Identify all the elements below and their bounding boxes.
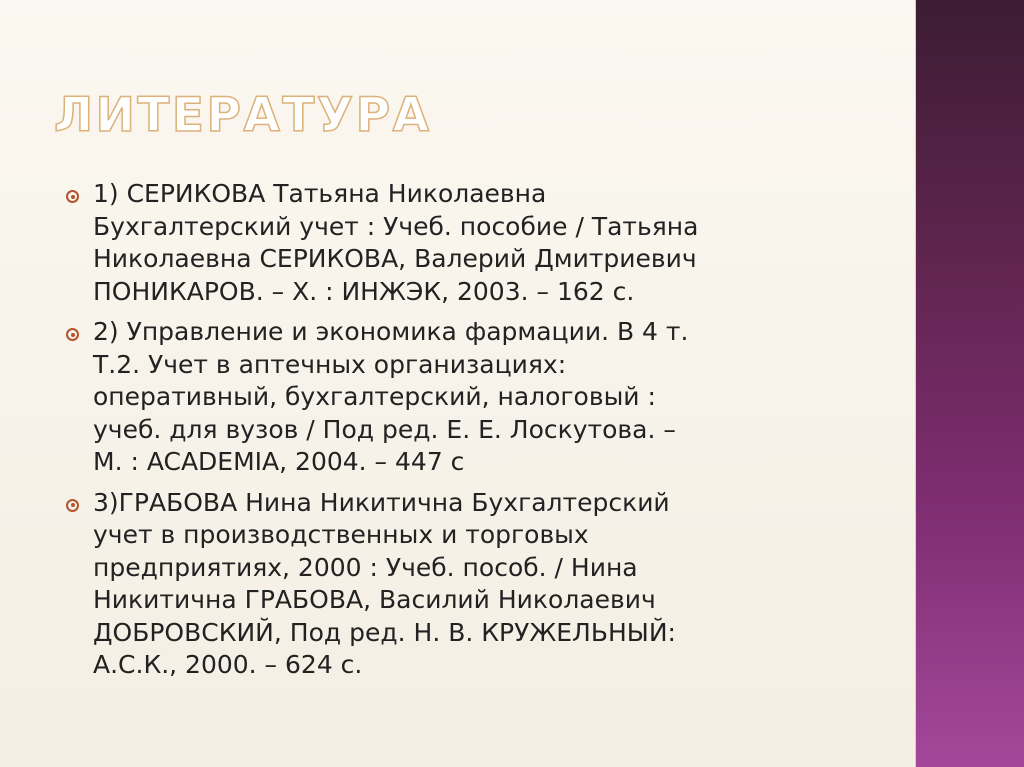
item-line: 1) СЕРИКОВА Татьяна Николаевна <box>93 179 547 208</box>
item-line: Бухгалтерский учет : Учеб. пособие / Татьяна <box>93 211 699 241</box>
item-line: ПОНИКАРОВ. – Х. : ИНЖЭК, 2003. – 162 с. <box>93 276 635 306</box>
list-item <box>0 487 840 682</box>
item-line: учеб. для вузов / Под ред. Е. Е. Лоскутова. – <box>93 414 676 444</box>
item-line: предприятиях, 2000 : Учеб. пособ. / Нина <box>93 552 638 582</box>
item-line: Никитична ГРАБОВА, Василий Николаевич <box>93 585 656 614</box>
item-line: ДОБРОВСКИЙ, Под ред. Н. В. КРУЖЕЛЬНЫЙ: <box>93 617 676 647</box>
circle-bullet-icon <box>66 328 79 341</box>
slide-title: ЛИТЕРАТУРА <box>54 88 432 143</box>
decorative-side-band <box>916 0 1024 767</box>
item-line: М. : ACADEMIA, 2004. – 447 с <box>93 447 465 476</box>
circle-bullet-icon <box>66 499 79 512</box>
item-line: Николаевна СЕРИКОВА, Валерий Дмитриевич <box>93 244 697 273</box>
item-line: оперативный, бухгалтерский, налоговый : <box>93 382 656 411</box>
item-line: учет в производственных и торговых <box>93 520 589 549</box>
item-line: 2) Управление и экономика фармации. В 4 т. <box>93 317 689 346</box>
item-line: Т.2. Учет в аптечных организациях: <box>93 349 567 379</box>
list-item <box>0 316 840 479</box>
list-item <box>0 178 840 308</box>
item-line: 3)ГРАБОВА Нина Никитична Бухгалтерский <box>93 487 670 517</box>
circle-bullet-icon <box>66 190 79 203</box>
bibliography-list <box>0 178 840 690</box>
item-line: А.С.К., 2000. – 624 с. <box>93 650 363 679</box>
